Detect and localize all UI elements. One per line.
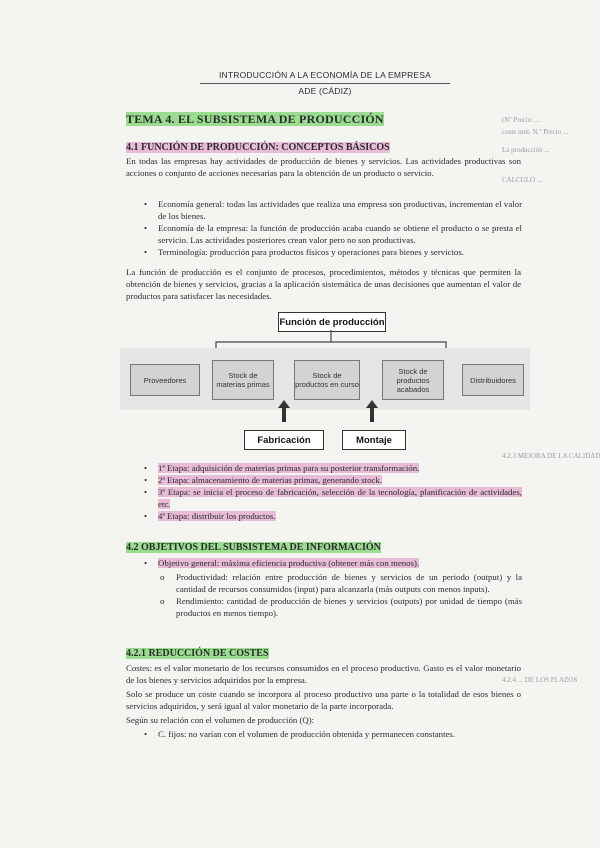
list-item: • Terminología: producción para productos físicos y operaciones para bienes y servicios. [140,246,522,258]
fabrication-arrow-icon [278,400,290,408]
section-heading-4-2-1: 4.2.1 REDUCCIÓN DE COSTES [126,648,269,659]
cost-classification-intro: Según su relación con el volumen de producción (Q): [126,715,315,725]
definition-paragraph: La función de producción es el conjunto de procesos, procedimientos, métodos y técnicas que permiten la obtención de bienes y servicios, gracias a la aplicación sistemática de unas decisiones que aumentan el valor de productos para satisfacer las necesidades. [126,267,521,301]
header-rule [200,83,450,84]
stage-list [140,462,522,522]
economy-bullets [140,198,522,258]
header-course-title: INTRODUCCIÓN A LA ECONOMÍA DE LA EMPRESA [218,70,432,80]
objectives-sublist [158,571,522,619]
header-campus: ADE (CÁDIZ) [298,86,352,96]
node-suppliers: Proveedores [130,364,200,396]
list-item: • 3ª Etapa: se inicia el proceso de fabricación, selección de la tecnología, planificación de actividades, etc. [140,486,522,510]
list-item: • Economía de la empresa: la función de producción acaba cuando se obtiene el producto o se presta el servicio. Las actividades posteriores crean valor pero no son productivas. [140,222,522,246]
costs-paragraph: Costes: es el valor monetario de los recursos consumidos en el proceso productivo. Gasto es el valor monetario de los bienes y servicios adquiridos por la empresa. [126,663,521,685]
bleed-through-text: coste unit. N.º Precio ... [502,128,569,136]
node-finished-stock: Stock de productos acabados [382,360,444,400]
section-heading-4-1: 4.1 FUNCIÓN DE PRODUCCIÓN: CONCEPTOS BÁSICOS [126,142,390,153]
list-item: o Productividad: relación entre producción de bienes y servicios de un periodo (output) y la cantidad de recursos consumidos (input) para alcanzarla (más outputs con menos inputs). [158,571,522,595]
objectives-list [140,557,522,619]
production-diagram [120,312,530,458]
production-function-label: Función de producción [278,312,386,332]
course-header [200,70,450,96]
node-wip-stock: Stock de productos en curso [294,360,360,400]
list-item: • Objetivo general: máxima eficiencia productiva (obtener más con menos). o Productividad: relación entre producción de bienes y servicios de un periodo (output) y la cantidad de recursos consumidos (input) para alcanzarla (más outputs con menos inputs). o Rendimiento: cantidad de producción de bienes y servicios (outputs) por unidad de tiempo (más productos en menos tiempo). [140,557,522,619]
page-title: TEMA 4. EL SUBSISTEMA DE PRODUCCIÓN [126,112,384,126]
cost-types-list [140,728,522,740]
bleed-through-text: La producción ... [502,146,550,154]
assembly-arrow-shaft [370,408,374,422]
list-item: • 4ª Etapa: distribuir los productos. [140,510,522,522]
bleed-through-text: 4.2.3 MEJORA DE LA CALIDAD [502,452,600,460]
bleed-through-text: (Nº Precio: ... [502,116,541,124]
list-item: • 2ª Etapa: almacenamiento de materias primas, generando stock. [140,474,522,486]
section-heading-4-2: 4.2 OBJETIVOS DEL SUBSISTEMA DE INFORMACIÓN [126,542,381,553]
list-item: o Rendimiento: cantidad de producción de bienes y servicios (outputs) por unidad de tiempo (más productos en menos tiempo). [158,595,522,619]
bleed-through-text: CÁLCULO ... [502,176,543,184]
bleed-through-text: 4.2.4 ... DE LOS PLAZOS [502,676,578,684]
list-item: • C. fijos: no varían con el volumen de producción obtenida y permanecen constantes. [140,728,522,740]
list-item: • Economía general: todas las actividades que realiza una empresa son productivas, incrementan el valor de los bienes. [140,198,522,222]
node-raw-materials-stock: Stock de materias primas [212,360,274,400]
assembly-arrow-icon [366,400,378,408]
node-distributors: Distribuidores [462,364,524,396]
assembly-label: Montaje [342,430,406,450]
intro-paragraph: En todas las empresas hay actividades de producción de bienes y servicios. Las actividades productivas son acciones o conjunto de acciones necesarias para la obtención de un producto o servicio. [126,156,521,178]
fabrication-label: Fabricación [244,430,324,450]
cost-incurred-paragraph: Solo se produce un coste cuando se incorpora al proceso productivo una parte o la totalidad de esos bienes o servicios adquiridos, y será igual al valor monetario de la parte incorporada. [126,689,521,711]
fabrication-arrow-shaft [282,408,286,422]
list-item: • 1ª Etapa: adquisición de materias primas para su posterior transformación. [140,462,522,474]
